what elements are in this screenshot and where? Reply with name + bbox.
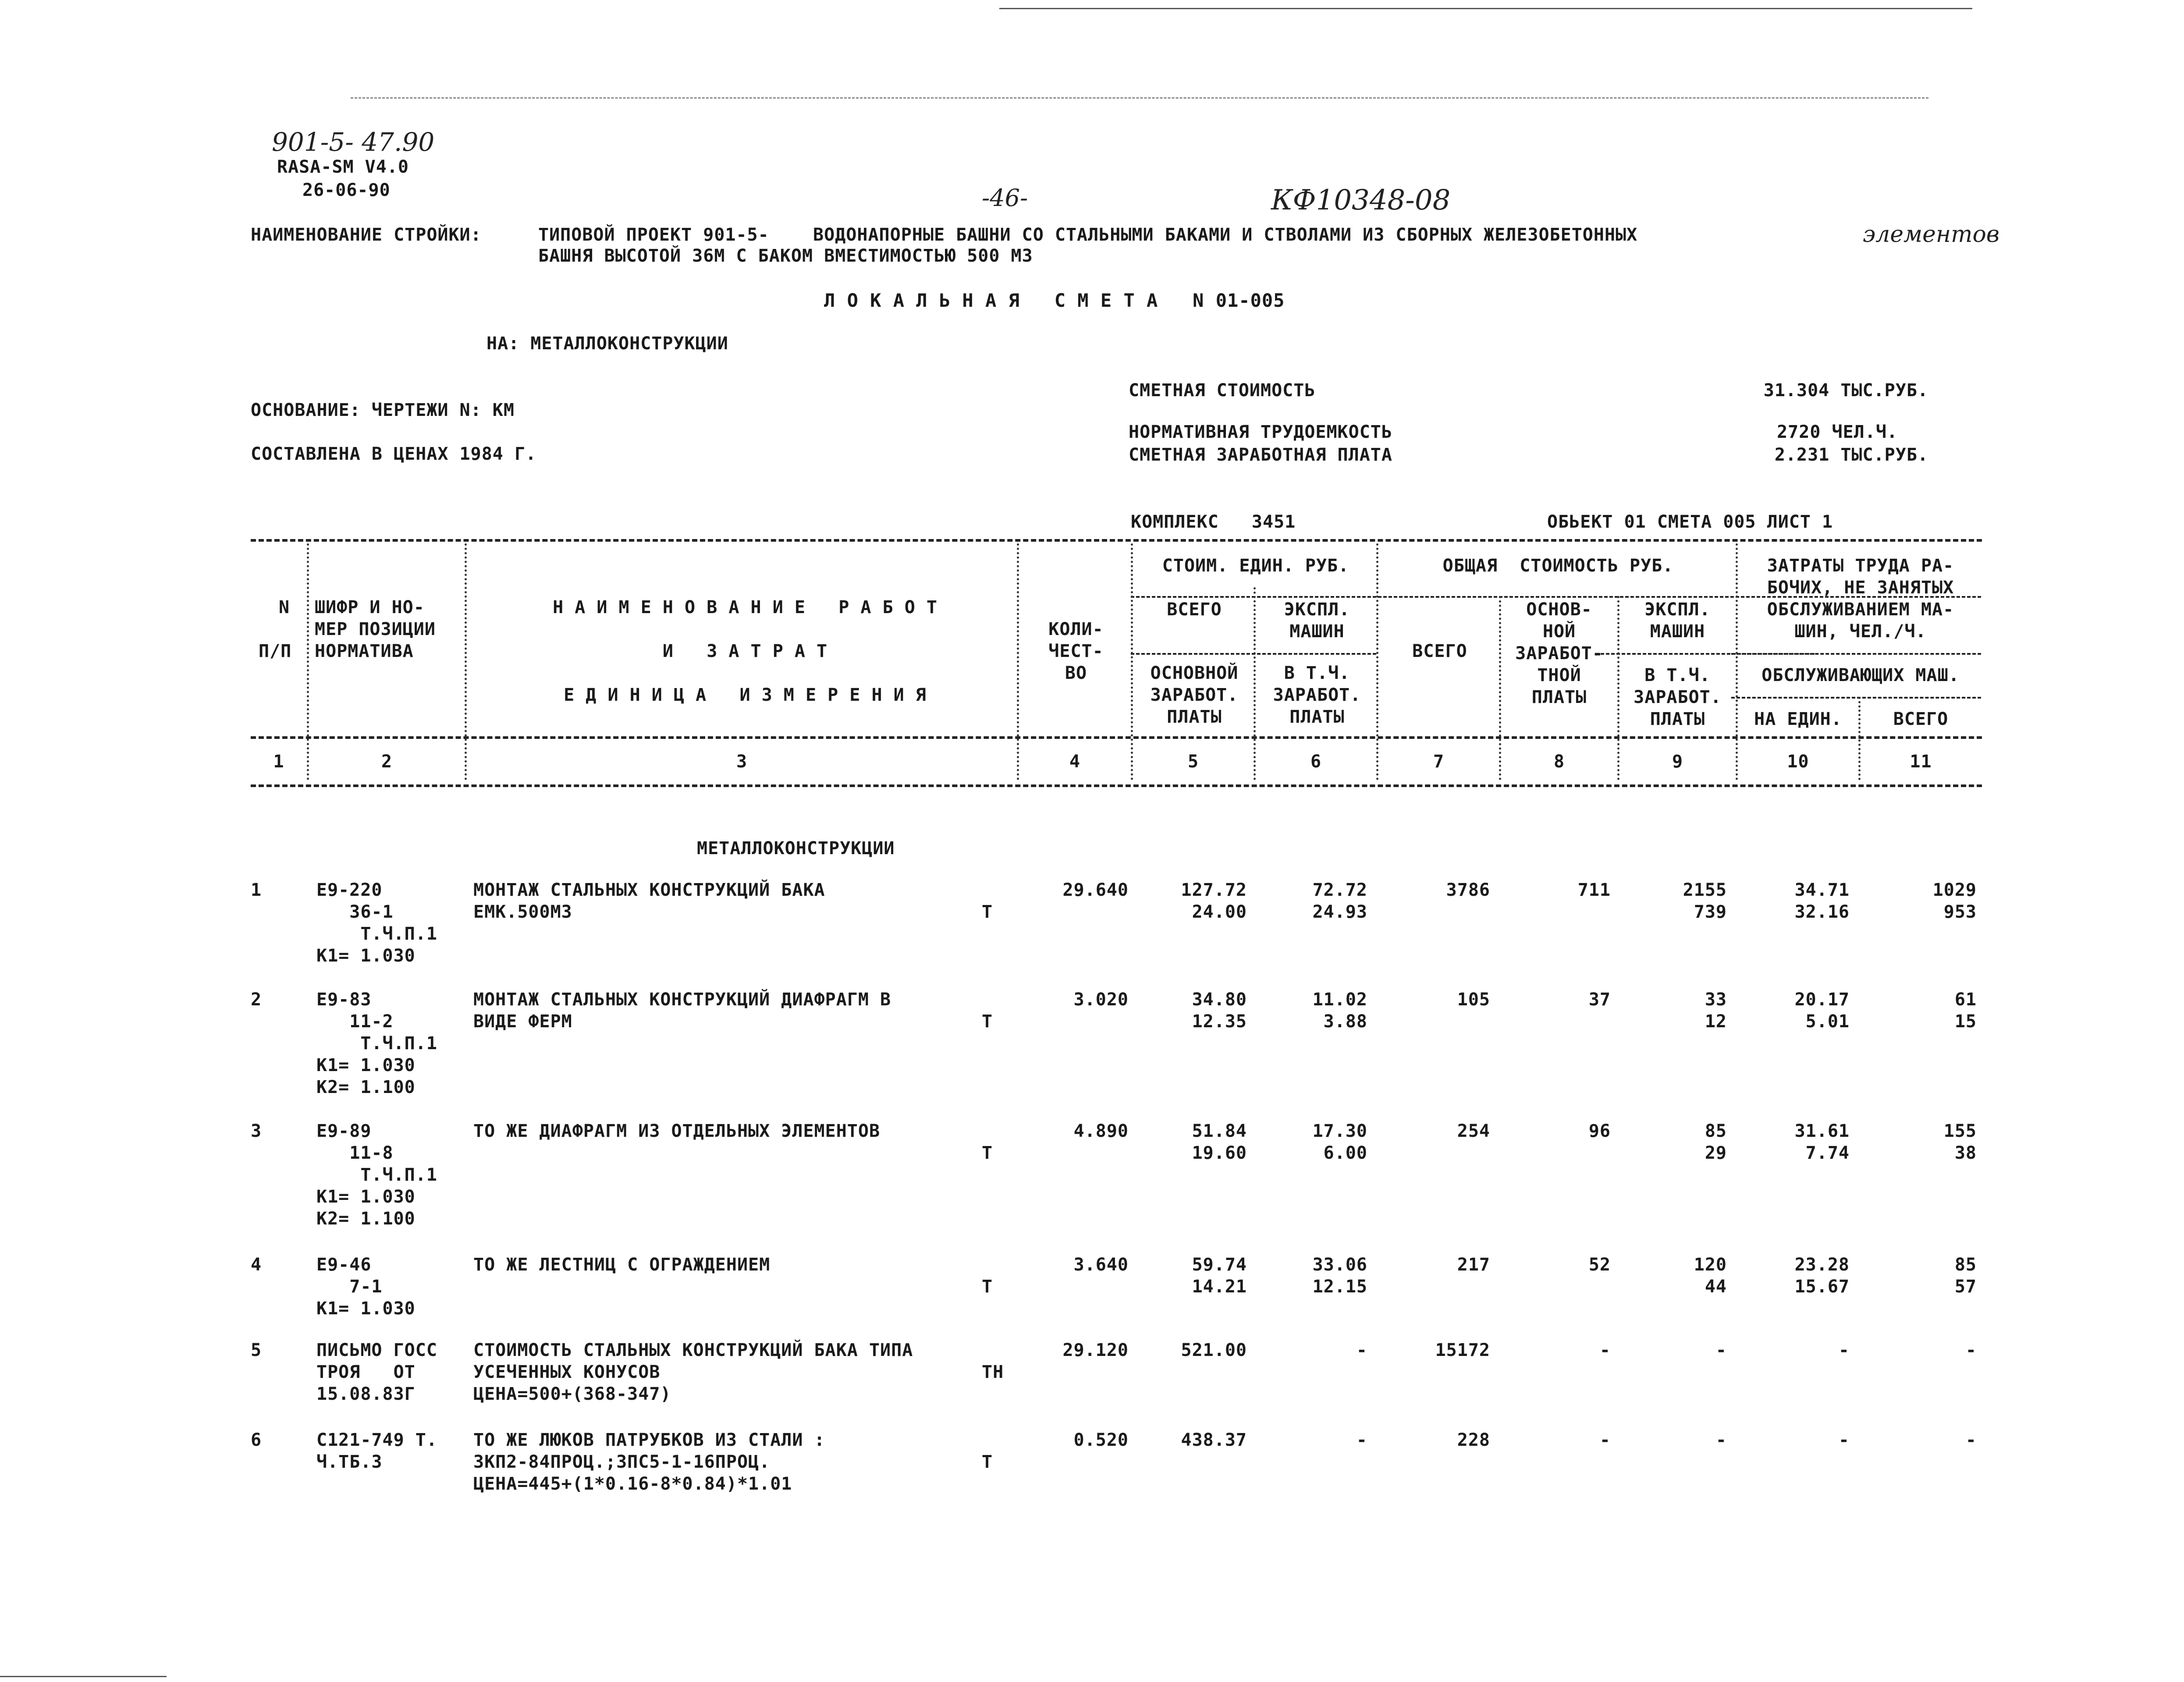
basis-text: ОСНОВАНИЕ: ЧЕРТЕЖИ N: КМ — [251, 400, 515, 420]
row-unit-cost-machines-line-2: 6.00 — [1323, 1143, 1367, 1163]
header-col1-a: N — [279, 597, 290, 617]
row-base-wage: - — [1599, 1340, 1611, 1360]
row-labor-total-line-1: - — [1965, 1340, 1977, 1360]
row-total-cost: 217 — [1457, 1255, 1490, 1275]
row-total-cost: 3786 — [1446, 880, 1490, 900]
row-labor-per-unit-line-2: 7.74 — [1805, 1143, 1850, 1163]
row-code-line-4: К1= 1.030 — [316, 1055, 415, 1075]
row-name-line-2: ЕМК.500М3 — [473, 902, 572, 922]
row-unit-cost-total-line-2: 19.60 — [1192, 1143, 1247, 1163]
labor-label: НОРМАТИВНАЯ ТРУДОЕМКОСТЬ — [1129, 422, 1392, 442]
header-total-cost: ОБЩАЯ СТОИМОСТЬ РУБ. — [1442, 556, 1674, 576]
row-machines-cost-line-1: 120 — [1694, 1255, 1727, 1275]
col-number-8: 8 — [1553, 752, 1565, 772]
row-unit-cost-machines-line-1: 17.30 — [1312, 1121, 1367, 1141]
header-col5-c: ЗАРАБОТ. — [1150, 685, 1239, 705]
row-unit-cost-machines-line-1: 11.02 — [1312, 990, 1367, 1010]
project-label: НАИМЕНОВАНИЕ СТРОЙКИ: — [251, 225, 482, 245]
row-code-line-3: Т.Ч.П.1 — [316, 1033, 437, 1054]
row-labor-per-unit-line-1: - — [1838, 1430, 1850, 1450]
row-name-line-1: МОНТАЖ СТАЛЬНЫХ КОНСТРУКЦИЙ БАКА — [473, 880, 825, 900]
header-col9-a: ЭКСПЛ. — [1644, 600, 1711, 620]
row-name-line-3: ЦЕНА=500+(368-347) — [473, 1384, 671, 1404]
header-col4-b: ЧЕСТ- — [1048, 641, 1104, 661]
row-name-line-2: УСЕЧЕННЫХ КОНУСОВ — [473, 1362, 661, 1382]
bottom-rule — [0, 1676, 167, 1677]
object-label: ОБЬЕКТ 01 СМЕТА 005 ЛИСТ 1 — [1547, 512, 1833, 532]
row-code-line-1: Е9-83 — [316, 990, 372, 1010]
system-version: RASA-SM V4.0 — [277, 157, 409, 177]
header-col6-b: МАШИН — [1289, 621, 1345, 642]
row-base-wage: 52 — [1588, 1255, 1611, 1275]
header-labor-a: ЗАТРАТЫ ТРУДА РА- — [1767, 556, 1954, 576]
col-number-5: 5 — [1187, 752, 1199, 772]
row-unit-cost-machines-line-2: 24.93 — [1312, 902, 1367, 922]
row-labor-per-unit-line-1: 23.28 — [1794, 1255, 1850, 1275]
row-code-line-2: ТРОЯ ОТ — [316, 1362, 415, 1382]
top-rule — [999, 8, 1972, 9]
row-base-wage: 96 — [1588, 1121, 1611, 1141]
header-col8-d: ТНОЙ — [1537, 665, 1581, 685]
row-machines-cost-line-2: 739 — [1694, 902, 1727, 922]
header-col8-c: ЗАРАБОТ- — [1515, 643, 1603, 664]
header-col1-b: П/П — [259, 641, 292, 661]
row-name-line-1: ТО ЖЕ ЛЮКОВ ПАТРУБКОВ ИЗ СТАЛИ : — [473, 1430, 825, 1450]
row-quantity: 29.120 — [1062, 1340, 1129, 1360]
wage-value: 2.231 ТЫС.РУБ. — [1774, 445, 1928, 465]
row-code-line-5: К2= 1.100 — [316, 1209, 415, 1229]
row-labor-total-line-1: 155 — [1943, 1121, 1977, 1141]
col-number-7: 7 — [1433, 752, 1445, 772]
row-code-line-3: Т.Ч.П.1 — [316, 1165, 437, 1185]
row-base-wage: - — [1599, 1430, 1611, 1450]
row-number: 4 — [251, 1255, 262, 1275]
project-line-1: ТИПОВОЙ ПРОЕКТ 901-5- ВОДОНАПОРНЫЕ БАШНИ СО СТАЛЬНЫМИ БАКАМИ И СТВОЛАМИ ИЗ СБОРНЫХ ЖЕЛЕЗОБЕТОННЫХ — [538, 225, 1638, 245]
wage-label: СМЕТНАЯ ЗАРАБОТНАЯ ПЛАТА — [1129, 445, 1392, 465]
row-unit: Т — [982, 1452, 993, 1472]
row-labor-per-unit-line-2: 15.67 — [1794, 1277, 1850, 1297]
header-col2-c: НОРМАТИВА — [315, 641, 414, 661]
row-base-wage: 37 — [1588, 990, 1611, 1010]
row-machines-cost-line-2: 12 — [1705, 1011, 1727, 1032]
row-base-wage: 711 — [1577, 880, 1611, 900]
handwritten-elements-word: элементов — [1863, 221, 2000, 248]
row-unit-cost-machines-line-1: 33.06 — [1312, 1255, 1367, 1275]
row-unit-cost-total-line-1: 127.72 — [1181, 880, 1247, 900]
row-machines-cost-line-1: - — [1715, 1340, 1727, 1360]
row-quantity: 29.640 — [1062, 880, 1129, 900]
row-name: ТО ЖЕ ДИАФРАГМ ИЗ ОТДЕЛЬНЫХ ЭЛЕМЕНТОВ — [473, 1121, 881, 1141]
row-code-line-4: К1= 1.030 — [316, 1187, 415, 1207]
row-labor-per-unit-line-1: 34.71 — [1794, 880, 1850, 900]
row-code-line-3: 15.08.83Г — [316, 1384, 415, 1404]
row-labor-total-line-1: 85 — [1954, 1255, 1977, 1275]
row-unit-cost-machines-line-1: - — [1356, 1430, 1367, 1450]
row-labor-total-line-2: 38 — [1954, 1143, 1977, 1163]
row-unit: Т — [982, 1011, 993, 1032]
row-labor-per-unit-line-2: 5.01 — [1805, 1011, 1850, 1032]
header-col6-d: ЗАРАБОТ. — [1273, 685, 1361, 705]
header-col6-a: ЭКСПЛ. — [1284, 600, 1350, 620]
document-title: Л О К А Л Ь Н А Я С М Е Т А N 01-005 — [824, 290, 1285, 311]
row-unit: Т — [982, 1143, 993, 1163]
row-unit-cost-total-line-1: 59.74 — [1192, 1255, 1247, 1275]
row-number: 3 — [251, 1121, 262, 1141]
row-unit-cost-machines-line-2: 3.88 — [1323, 1011, 1367, 1032]
row-number: 5 — [251, 1340, 262, 1360]
row-name-line-3: ЦЕНА=445+(1*0.16-8*0.84)*1.01 — [473, 1474, 792, 1494]
complex-label: КОМПЛЕКС 3451 — [1131, 512, 1296, 532]
row-code-line-3: К1= 1.030 — [316, 1299, 415, 1319]
header-col4-c: ВО — [1065, 663, 1087, 683]
row-labor-total-line-2: 57 — [1954, 1277, 1977, 1297]
row-unit-cost-machines-line-2: 12.15 — [1312, 1277, 1367, 1297]
row-unit-cost-total-line-1: 34.80 — [1192, 990, 1247, 1010]
row-unit-cost-total-line-2: 24.00 — [1192, 902, 1247, 922]
row-name-line-1: СТОИМОСТЬ СТАЛЬНЫХ КОНСТРУКЦИЙ БАКА ТИПА — [473, 1340, 913, 1360]
row-quantity: 0.520 — [1073, 1430, 1129, 1450]
row-number: 6 — [251, 1430, 262, 1450]
row-unit: Т — [982, 1277, 993, 1297]
row-code-line-2: 11-8 — [316, 1143, 394, 1163]
row-code-line-4: К1= 1.030 — [316, 946, 415, 966]
row-code-line-2: 11-2 — [316, 1011, 394, 1032]
col-number-9: 9 — [1672, 752, 1683, 772]
row-quantity: 3.640 — [1073, 1255, 1129, 1275]
row-name: ТО ЖЕ ЛЕСТНИЦ С ОГРАЖДЕНИЕМ — [473, 1255, 771, 1275]
header-labor-c: ОБСЛУЖИВАНИЕМ МА- — [1767, 600, 1954, 620]
row-machines-cost-line-1: 33 — [1705, 990, 1727, 1010]
cost-label: СМЕТНАЯ СТОИМОСТЬ — [1129, 380, 1316, 401]
col-number-11: 11 — [1910, 752, 1932, 772]
header-col5-d: ПЛАТЫ — [1167, 707, 1222, 727]
header-col8-b: НОЙ — [1542, 621, 1576, 642]
row-name-line-2: ВИДЕ ФЕРМ — [473, 1011, 572, 1032]
header-col7: ВСЕГО — [1412, 641, 1467, 661]
row-unit-cost-machines-line-1: 72.72 — [1312, 880, 1367, 900]
header-col8-a: ОСНОВ- — [1526, 600, 1592, 620]
row-unit-cost-total-line-1: 438.37 — [1181, 1430, 1247, 1450]
for-label: НА: МЕТАЛЛОКОНСТРУКЦИИ — [487, 334, 728, 354]
row-unit-cost-total-line-2: 12.35 — [1192, 1011, 1247, 1032]
header-col8-e: ПЛАТЫ — [1531, 687, 1587, 707]
header-col3-c: Е Д И Н И Ц А И З М Е Р Е Н И Я — [564, 685, 927, 705]
col-number-10: 10 — [1787, 752, 1809, 772]
project-line-2: БАШНЯ ВЫСОТОЙ 36М С БАКОМ ВМЕСТИМОСТЬЮ 500 М3 — [538, 246, 1033, 266]
handwritten-document-number: КФ10348-08 — [1271, 184, 1451, 216]
header-col9-c: В Т.Ч. — [1644, 665, 1711, 685]
system-date: 26-06-90 — [302, 180, 391, 200]
header-labor-e: ОБСЛУЖИВАЮЩИХ МАШ. — [1761, 665, 1960, 685]
row-unit-cost-total-line-2: 14.21 — [1192, 1277, 1247, 1297]
header-col9-d: ЗАРАБОТ. — [1634, 687, 1722, 707]
header-col6-c: В Т.Ч. — [1284, 663, 1350, 683]
row-unit-cost-total-line-1: 521.00 — [1181, 1340, 1247, 1360]
row-machines-cost-line-2: 44 — [1705, 1277, 1727, 1297]
row-unit: Т — [982, 902, 993, 922]
row-machines-cost-line-1: 85 — [1705, 1121, 1727, 1141]
row-labor-total-line-1: 61 — [1954, 990, 1977, 1010]
col-number-4: 4 — [1069, 752, 1081, 772]
header-col4-a: КОЛИ- — [1048, 619, 1104, 639]
row-unit-cost-machines-line-1: - — [1356, 1340, 1367, 1360]
row-labor-per-unit-line-1: - — [1838, 1340, 1850, 1360]
header-col3-b: И З А Т Р А Т — [662, 641, 828, 661]
row-name-line-1: МОНТАЖ СТАЛЬНЫХ КОНСТРУКЦИЙ ДИАФРАГМ В — [473, 990, 891, 1010]
row-total-cost: 105 — [1457, 990, 1490, 1010]
row-code-line-1: Е9-89 — [316, 1121, 372, 1141]
labor-value: 2720 ЧЕЛ.Ч. — [1777, 422, 1898, 442]
row-total-cost: 228 — [1457, 1430, 1490, 1450]
col-number-2: 2 — [381, 752, 393, 772]
row-labor-per-unit-line-1: 20.17 — [1794, 990, 1850, 1010]
col-number-6: 6 — [1310, 752, 1322, 772]
prices-text: СОСТАВЛЕНА В ЦЕНАХ 1984 Г. — [251, 444, 537, 464]
row-unit-cost-total-line-1: 51.84 — [1192, 1121, 1247, 1141]
row-quantity: 3.020 — [1073, 990, 1129, 1010]
row-number: 1 — [251, 880, 262, 900]
header-col9-b: МАШИН — [1650, 621, 1705, 642]
header-col5-a: ВСЕГО — [1167, 600, 1222, 620]
header-unit-cost: СТОИМ. ЕДИН. РУБ. — [1162, 556, 1349, 576]
header-col3-a: Н А И М Е Н О В А Н И Е Р А Б О Т — [553, 597, 938, 617]
header-col2-a: ШИФР И НО- — [315, 597, 425, 617]
row-unit: ТН — [982, 1362, 1004, 1382]
header-col6-e: ПЛАТЫ — [1289, 707, 1345, 727]
row-labor-total-line-2: 15 — [1954, 1011, 1977, 1032]
row-code-line-2: 36-1 — [316, 902, 394, 922]
row-total-cost: 254 — [1457, 1121, 1490, 1141]
row-code-line-2: Ч.ТБ.3 — [316, 1452, 383, 1472]
header-col2-b: МЕР ПОЗИЦИИ — [315, 619, 436, 639]
header-labor-d: ШИН, ЧЕЛ./Ч. — [1794, 621, 1927, 642]
row-code-line-3: Т.Ч.П.1 — [316, 924, 437, 944]
row-code-line-5: К2= 1.100 — [316, 1077, 415, 1097]
row-labor-per-unit-line-1: 31.61 — [1794, 1121, 1850, 1141]
row-machines-cost-line-2: 29 — [1705, 1143, 1727, 1163]
row-code-line-1: Е9-46 — [316, 1255, 372, 1275]
row-quantity: 4.890 — [1073, 1121, 1129, 1141]
faint-top-rule — [351, 97, 1928, 99]
row-labor-per-unit-line-2: 32.16 — [1794, 902, 1850, 922]
header-col10: НА ЕДИН. — [1754, 709, 1842, 729]
row-code-line-1: ПИСЬМО ГОСС — [316, 1340, 437, 1360]
header-labor-b: БОЧИХ, НЕ ЗАНЯТЫХ — [1767, 578, 1954, 598]
row-machines-cost-line-1: - — [1715, 1430, 1727, 1450]
row-code-line-2: 7-1 — [316, 1277, 383, 1297]
handwritten-page-number: -46- — [982, 184, 1028, 212]
row-total-cost: 15172 — [1435, 1340, 1490, 1360]
row-labor-total-line-1: - — [1965, 1430, 1977, 1450]
row-code-line-1: С121-749 Т. — [316, 1430, 437, 1450]
cost-value: 31.304 ТЫС.РУБ. — [1763, 380, 1928, 401]
header-col5-b: ОСНОВНОЙ — [1150, 663, 1239, 683]
col-number-1: 1 — [273, 752, 284, 772]
row-number: 2 — [251, 990, 262, 1010]
header-col9-e: ПЛАТЫ — [1650, 709, 1705, 729]
handwritten-code: 901-5- 47.90 — [272, 127, 435, 157]
row-code-line-1: Е9-220 — [316, 880, 383, 900]
row-machines-cost-line-1: 2155 — [1683, 880, 1727, 900]
row-labor-total-line-2: 953 — [1943, 902, 1977, 922]
col-number-3: 3 — [736, 752, 748, 772]
row-name-line-2: 3КП2-84ПРОЦ.;3ПС5-1-16ПРОЦ. — [473, 1452, 771, 1472]
section-title: МЕТАЛЛОКОНСТРУКЦИИ — [697, 838, 895, 859]
header-col11: ВСЕГО — [1893, 709, 1949, 729]
row-labor-total-line-1: 1029 — [1932, 880, 1977, 900]
